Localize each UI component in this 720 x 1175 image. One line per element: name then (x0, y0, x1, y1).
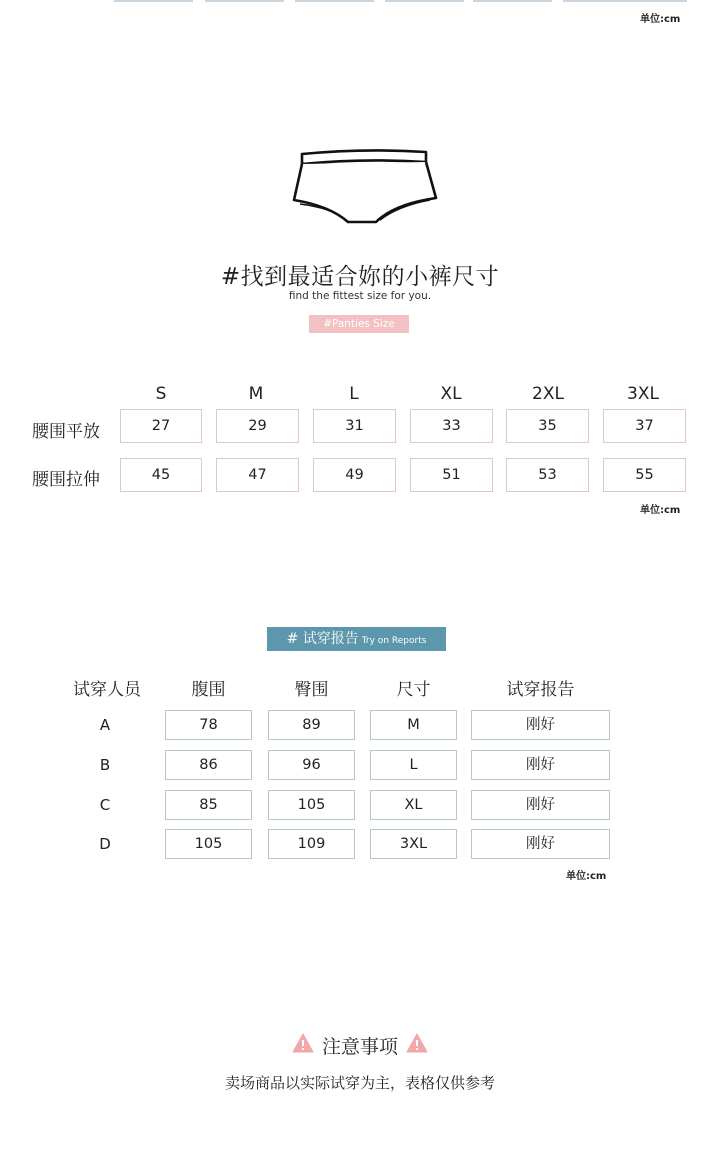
size-cell: 33 (410, 409, 493, 443)
top-divider (473, 0, 552, 2)
size-cell: 29 (216, 409, 299, 443)
warning-icon (292, 1033, 314, 1058)
size-cell: 55 (603, 458, 686, 492)
report-belly-cell: 85 (165, 790, 252, 820)
report-header-hip: 臀围 (294, 680, 329, 700)
report-hip-cell: 105 (268, 790, 355, 820)
size-cell: 37 (603, 409, 686, 443)
unit-label-size-table: 单位:cm (640, 505, 681, 516)
report-size-cell: L (370, 750, 457, 780)
top-divider (295, 0, 374, 2)
report-hip-cell: 89 (268, 710, 355, 740)
report-hip-cell: 109 (268, 829, 355, 859)
size-cell: 47 (216, 458, 299, 492)
panties-icon (290, 148, 438, 228)
warning-icon (406, 1033, 428, 1058)
size-header-m: M (248, 384, 264, 404)
report-header-size: 尺寸 (396, 680, 431, 700)
report-belly-cell: 105 (165, 829, 252, 859)
page-title: #找到最适合妳的小裤尺寸 (220, 264, 500, 290)
report-hip-cell: 96 (268, 750, 355, 780)
try-on-report-tag (267, 627, 446, 651)
row-label-waist-flat: 腰围平放 (32, 422, 100, 442)
report-belly-cell: 78 (165, 710, 252, 740)
row-label-waist-stretch: 腰围拉伸 (32, 470, 100, 490)
report-header-person: 试穿人员 (73, 680, 141, 700)
notice-title: 注意事项 (321, 1036, 398, 1058)
report-size-cell: XL (370, 790, 457, 820)
unit-label-top: 单位:cm (640, 14, 681, 25)
panties-size-tag: #Panties Size (309, 315, 409, 333)
size-header-xl: XL (440, 384, 462, 404)
report-result-cell: 刚好 (471, 829, 610, 859)
top-divider (563, 0, 687, 2)
size-cell: 53 (506, 458, 589, 492)
report-size-cell: M (370, 710, 457, 740)
report-result-cell: 刚好 (471, 750, 610, 780)
unit-label-report: 单位:cm (566, 871, 607, 882)
size-cell: 49 (313, 458, 396, 492)
try-on-report-tag-sub: Try on Reports (361, 636, 427, 646)
size-header-s: S (155, 384, 167, 404)
report-belly-cell: 86 (165, 750, 252, 780)
report-header-belly: 腹围 (191, 680, 226, 700)
report-person: A (99, 716, 111, 734)
size-header-3xl: 3XL (627, 384, 659, 404)
top-divider (205, 0, 284, 2)
notice-heading (0, 1032, 720, 1059)
try-on-report-tag-main: # 试穿报告 (286, 631, 359, 647)
report-size-cell: 3XL (370, 829, 457, 859)
size-header-2xl: 2XL (532, 384, 564, 404)
report-person: B (99, 756, 111, 774)
size-cell: 27 (120, 409, 202, 443)
top-divider (114, 0, 193, 2)
size-header-l: L (349, 384, 359, 404)
size-cell: 31 (313, 409, 396, 443)
size-cell: 51 (410, 458, 493, 492)
size-cell: 35 (506, 409, 589, 443)
report-header-result: 试穿报告 (506, 680, 575, 700)
report-person: C (99, 796, 111, 814)
top-divider (385, 0, 464, 2)
report-result-cell: 刚好 (471, 710, 610, 740)
report-person: D (99, 835, 111, 853)
page-subtitle: find the fittest size for you. (288, 290, 432, 302)
report-result-cell: 刚好 (471, 790, 610, 820)
size-cell: 45 (120, 458, 202, 492)
notice-text: 卖场商品以实际试穿为主，表格仅供参考 (224, 1074, 495, 1092)
